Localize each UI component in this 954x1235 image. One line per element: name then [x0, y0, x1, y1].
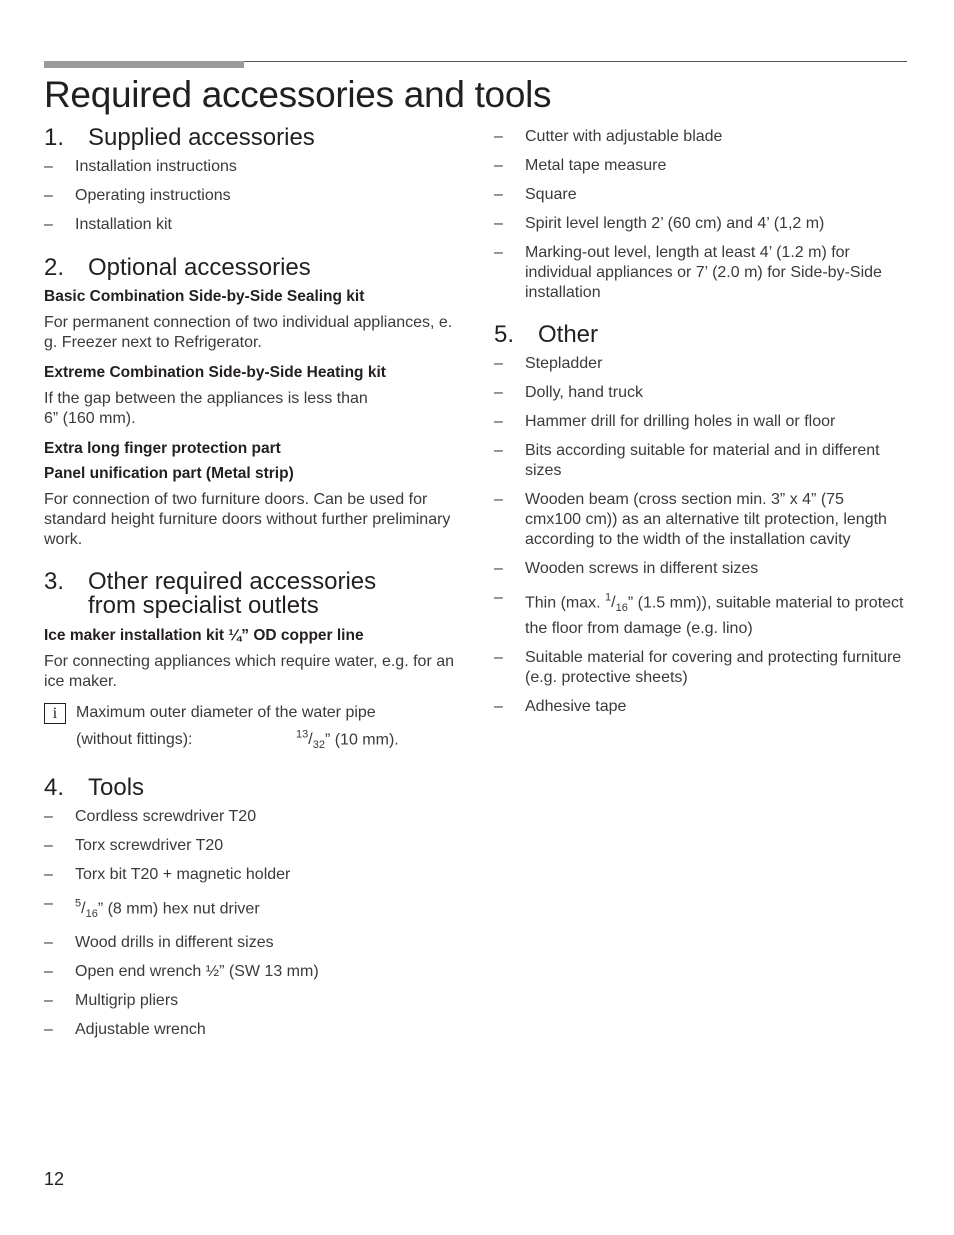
- list-item: – $^5/_{16}$” (8 mm) hex nut driver: [44, 894, 260, 921]
- list-item: – Square: [494, 186, 577, 203]
- section-tools: [44, 773, 456, 1041]
- list-item: – Installation kit: [44, 216, 172, 233]
- list-item: – Wood drills in different sizes: [44, 934, 274, 952]
- paragraph: For connection of two furniture doors. Can be used for standard height furniture doors without further preliminary work.: [44, 491, 451, 548]
- list-item: – Spirit level length 2’ (60 cm) and 4’ (1,2 m): [494, 215, 825, 232]
- subheading: Basic Combination Side-by-Side Sealing kit: [44, 288, 365, 305]
- section-title: Other: [538, 321, 599, 348]
- page-number: 12: [44, 1169, 65, 1189]
- list-item: – Adhesive tape: [494, 697, 627, 715]
- list-item: – Suitable material for covering and protecting furniture (e.g. protective sheets): [494, 648, 902, 686]
- list-item: – Thin (max. $^1/_{16}$” (1.5 mm)), suitable material to protect the floor from damage (e.g. lino): [494, 589, 904, 637]
- list-item: – Metal tape measure: [494, 157, 667, 174]
- page-title: Required accessories and tools: [44, 74, 552, 115]
- list-item: – Multigrip pliers: [44, 992, 179, 1010]
- list-item: – Stepladder: [494, 355, 603, 372]
- section-heading: [44, 570, 456, 618]
- paragraph: For permanent connection of two individual appliances, e. g. Freezer next to Refrigerator.: [44, 314, 453, 351]
- list-item: – Torx screwdriver T20: [44, 836, 224, 854]
- list-item: – Open end wrench ½” (SW 13 mm): [44, 963, 319, 981]
- section-heading: [44, 773, 456, 801]
- section-other-required-accessories: [44, 570, 456, 757]
- list-item: – Cutter with adjustable blade: [494, 128, 723, 145]
- list-item: – Wooden beam (cross section min. 3” x 4” (75 cmx100 cm)) as an alternative tilt protection, length according to the width of the installation cavity: [494, 491, 887, 548]
- section-number: 3.: [44, 568, 65, 595]
- section-title: Supplied accessories: [88, 124, 315, 151]
- section-number: 1.: [44, 124, 65, 151]
- list-item: – Dolly, hand truck: [494, 384, 643, 401]
- subheading: Extra long finger protection part: [44, 440, 281, 457]
- tools-list-continued: [494, 127, 904, 303]
- section-optional-accessories: [44, 256, 456, 550]
- section-heading: [44, 126, 456, 150]
- subheading: Panel unification part (Metal strip): [44, 465, 294, 482]
- section-other: [494, 323, 904, 717]
- info-icon: i: [44, 703, 66, 724]
- list-item: – Wooden screws in different sizes: [494, 560, 759, 577]
- header-accent-bar: [44, 61, 244, 68]
- section-number: 2.: [44, 254, 65, 281]
- tools-list: [44, 807, 456, 1041]
- section-supplied-accessories: [44, 126, 456, 235]
- section-title: Tools: [88, 773, 145, 801]
- subheading: Extreme Combination Side-by-Side Heating kit: [44, 364, 386, 381]
- other-list: [494, 354, 904, 717]
- section-number: 4.: [44, 773, 65, 801]
- list-item: – Bits according suitable for material and in different sizes: [494, 442, 880, 479]
- supplied-list: [44, 157, 456, 235]
- paragraph: If the gap between the appliances is less than 6” (160 mm).: [44, 390, 368, 427]
- note-text: Maximum outer diameter of the water pipe (without fittings): $^{13}/_{32}$” (10 mm).: [76, 704, 399, 752]
- list-item: – Cordless screwdriver T20: [44, 807, 257, 825]
- info-note: [44, 702, 456, 757]
- list-item: – Operating instructions: [44, 187, 231, 204]
- section-heading: [494, 323, 904, 347]
- list-item: – Hammer drill for drilling holes in wall or floor: [494, 413, 836, 430]
- section-heading: [44, 256, 456, 280]
- right-column: [494, 127, 904, 726]
- left-column: [44, 126, 456, 1049]
- section-title: Other required accessories from specialist outlets: [88, 568, 377, 619]
- list-item: – Installation instructions: [44, 158, 237, 175]
- subheading: Ice maker installation kit ¼” OD copper line: [44, 627, 364, 644]
- section-title: Optional accessories: [88, 254, 311, 281]
- list-item: – Marking-out level, length at least 4’ (1.2 m) for individual appliances or 7’ (2.0 m) for Side-by-Side installation: [494, 244, 882, 301]
- paragraph: For connecting appliances which require water, e.g. for an ice maker.: [44, 653, 455, 690]
- section-number: 5.: [494, 321, 515, 348]
- list-item: – Adjustable wrench: [44, 1021, 206, 1039]
- list-item: – Torx bit T20 + magnetic holder: [44, 865, 291, 883]
